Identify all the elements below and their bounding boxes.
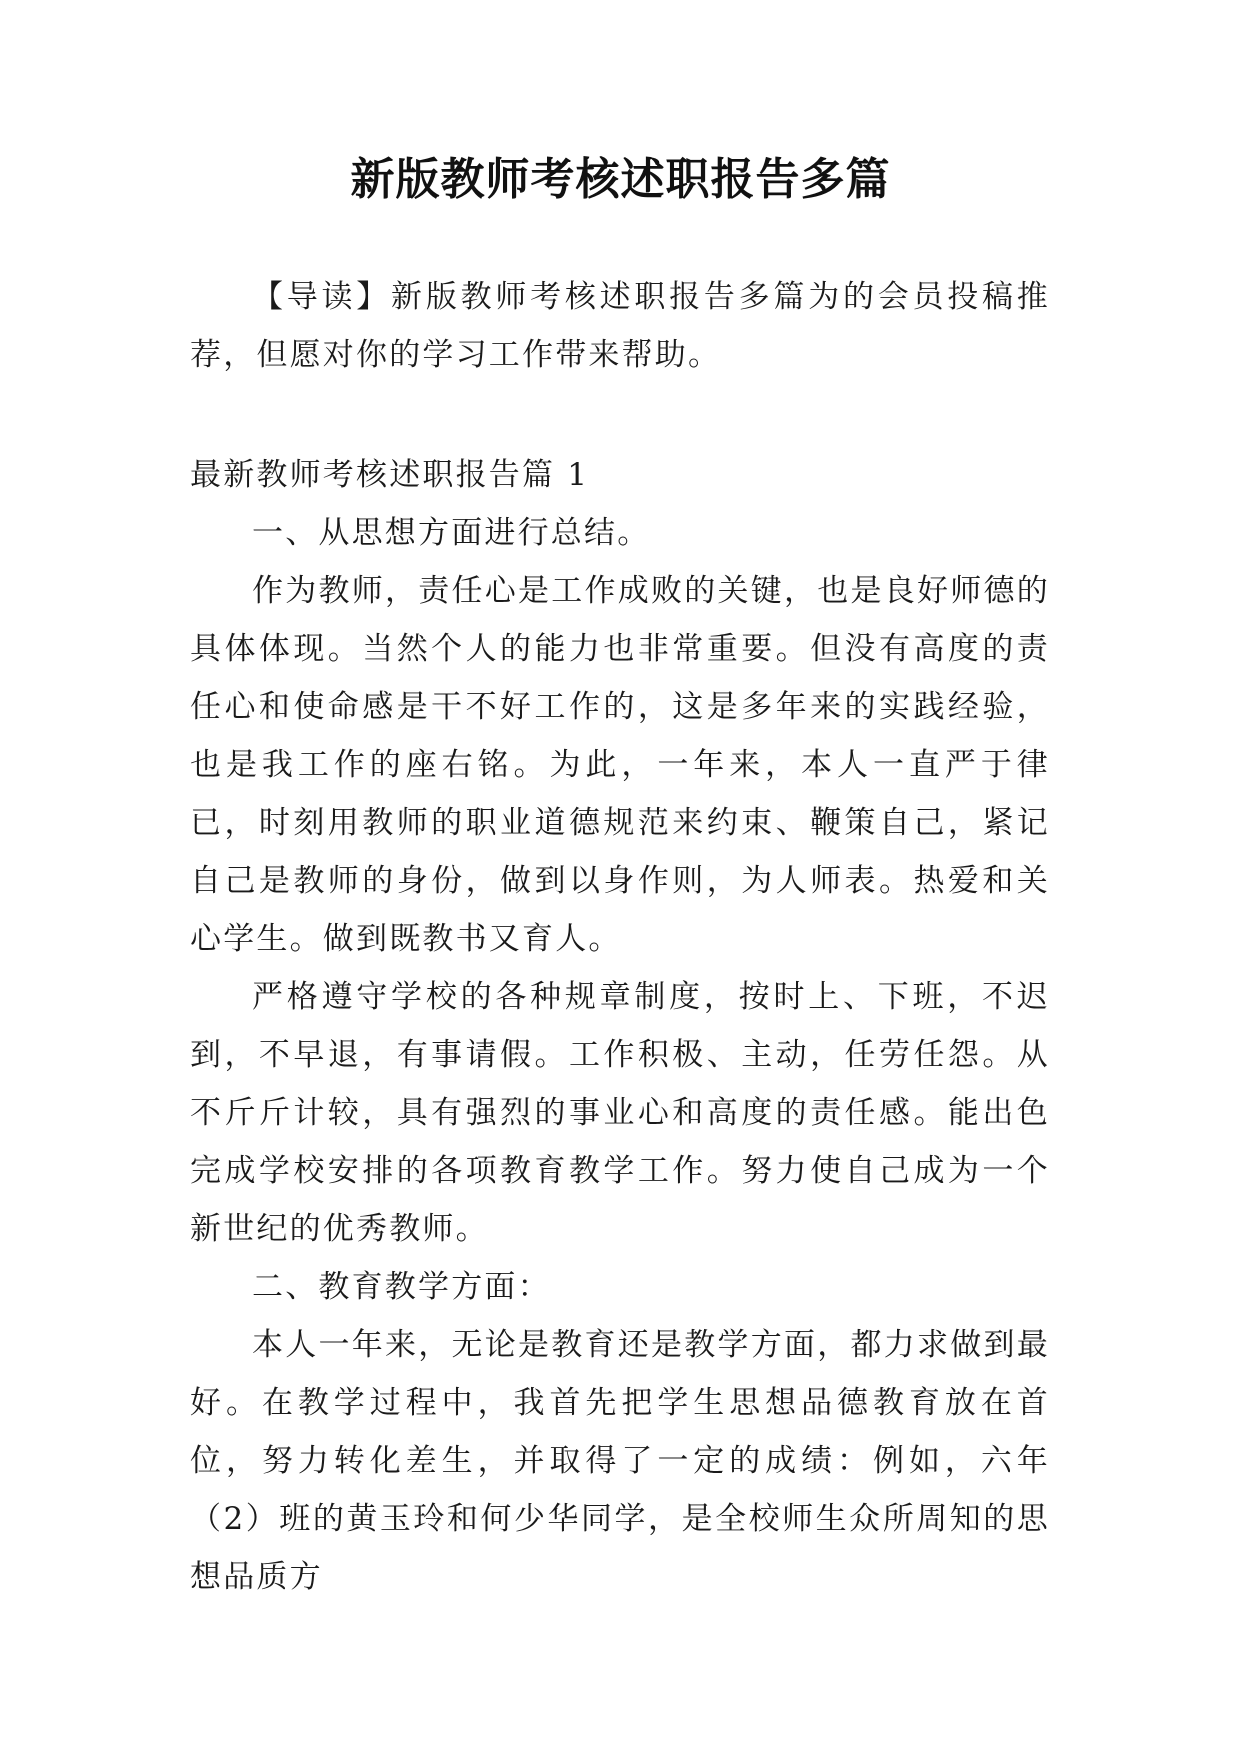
body-paragraph: 作为教师，责任心是工作成败的关键，也是良好师德的具体体现。当然个人的能力也非常重要。但没有高度的责任心和使命感是干不好工作的，这是多年来的实践经验，也是我工作的座右铭。为此，一年来，本人一直严于律已，时刻用教师的职业道德规范来约束、鞭策自己，紧记自己是教师的身份，做到以身作则，为人师表。热爱和关心学生。做到既教书又育人。 xyxy=(190,573,1050,957)
body-paragraph: 一、从思想方面进行总结。 xyxy=(252,515,651,551)
intro-paragraph: 【导读】新版教师考核述职报告多篇为的会员投稿推荐，但愿对你的学习工作带来帮助。 xyxy=(190,279,1050,373)
document-title: 新版教师考核述职报告多篇 xyxy=(350,154,891,205)
body-paragraph: 二、教育教学方面： xyxy=(252,1269,551,1305)
document-body xyxy=(190,268,1050,1606)
section-title: 最新教师考核述职报告篇 1 xyxy=(190,457,590,493)
body-paragraph: 本人一年来，无论是教育还是教学方面，都力求做到最好。在教学过程中，我首先把学生思想品德教育放在首位，努力转化差生，并取得了一定的成绩：例如，六年（2）班的黄玉玲和何少华同学，是全校师生众所周知的思想品质方 xyxy=(190,1327,1050,1595)
body-paragraph: 严格遵守学校的各种规章制度，按时上、下班，不迟到，不早退，有事请假。工作积极、主动，任劳任怨。从不斤斤计较，具有强烈的事业心和高度的责任感。能出色完成学校安排的各项教育教学工作。努力使自己成为一个新世纪的优秀教师。 xyxy=(190,979,1050,1247)
